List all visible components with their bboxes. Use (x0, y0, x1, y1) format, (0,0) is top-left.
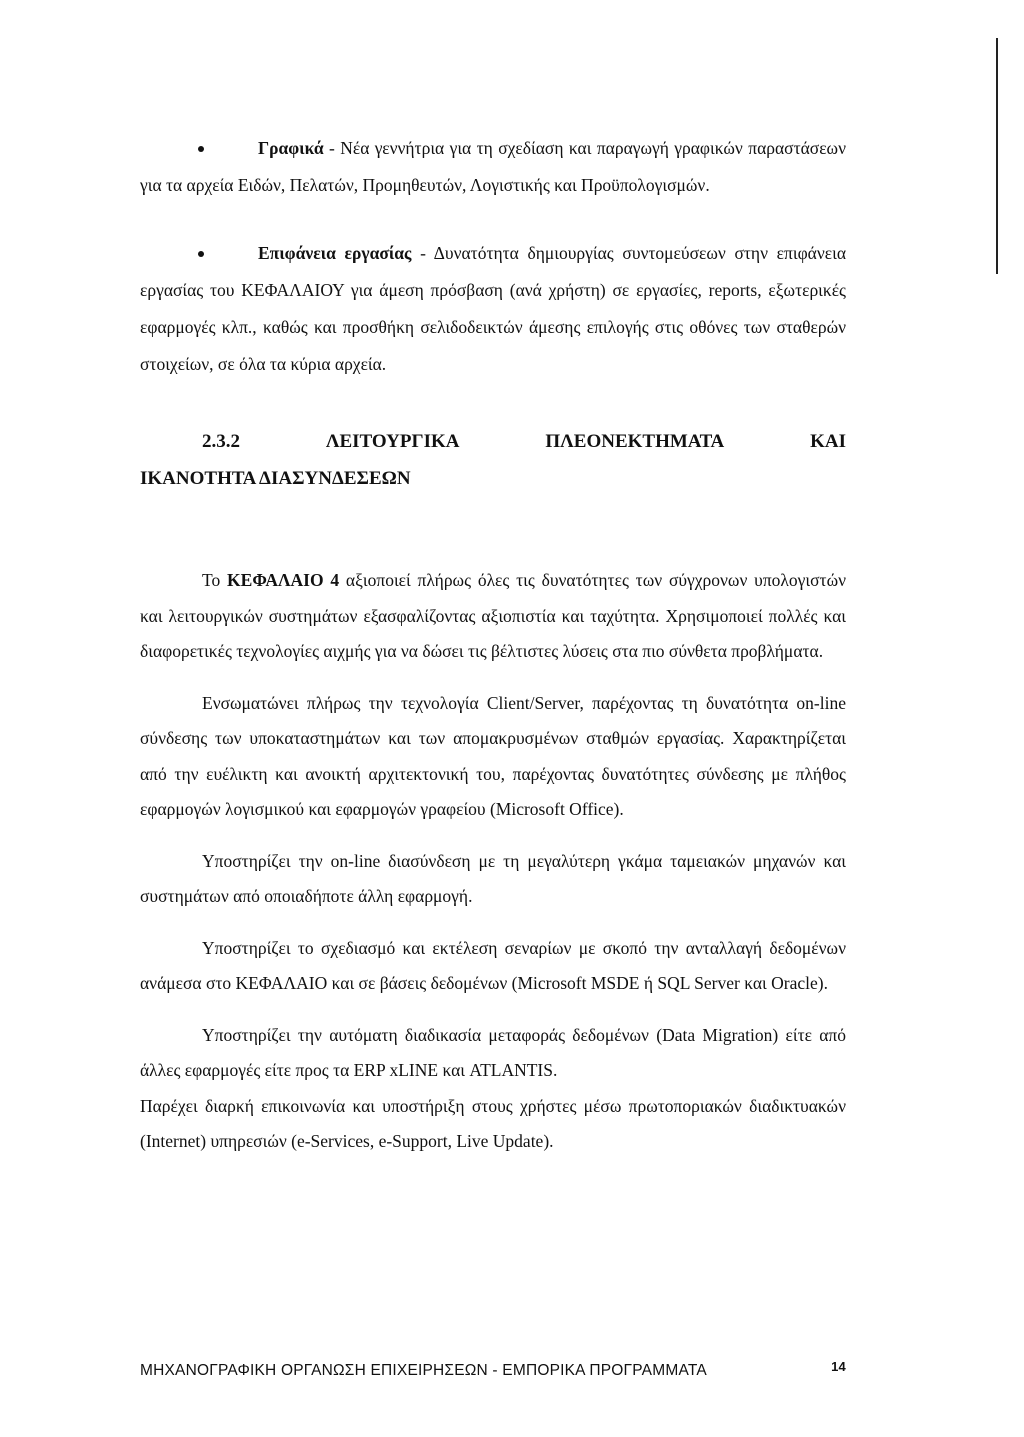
bullet-dot-icon (198, 251, 204, 257)
section-number: 2.3.2 (202, 431, 240, 452)
paragraph-intro: Το ΚΕΦΑΛΑΙΟ 4 αξιοποιεί πλήρως όλες τις δυνατότητες των σύγχρονων υπολογιστών και λειτουργικών συστημάτων εξασφαλίζοντας αξιοπιστία και ταχύτητα. Χρησιμοποιεί πολλές και διαφορετικές τεχνολογίες αιχμής για να δώσει τις βέλτιστες λύσεις στα πιο σύνθετα προβλήματα. (140, 570, 846, 661)
product-name: ΚΕΦΑΛΑΙΟ 4 (227, 570, 340, 590)
section-title-line2: ΙΚΑΝΟΤΗΤΑ ΔΙΑΣΥΝΔΕΣΕΩΝ (140, 468, 411, 489)
bullet-text: - Δυνατότητα δημιουργίας συντομεύσεων στην επιφάνεια εργασίας του ΚΕΦΑΛΑΙΟΥ για άμεση πρόσβαση (ανά χρήστη) σε εργασίες, reports, εξωτερικές εφαρμογές κλπ., καθώς και προσθήκη σελιδοδεικτών άμεσης επιλογής στις οθόνες των σταθερών στοιχείων, σε όλα τα κύρια αρχεία. (140, 243, 846, 374)
section-title-word: ΛΕΙΤΟΥΡΓΙΚΑ (325, 431, 460, 452)
paragraph-data-exchange: Υποστηρίζει το σχεδιασμό και εκτέλεση σεναρίων με σκοπό την ανταλλαγή δεδομένων ανάμεσα στο ΚΕΦΑΛΑΙΟ και σε βάσεις δεδομένων (Microsoft MSDE ή SQL Server και Oracle). (140, 937, 846, 993)
footer-title: ΜΗΧΑΝΟΓΡΑΦΙΚΗ ΟΡΓΑΝΩΣΗ ΕΠΙΧΕΙΡΗΣΕΩΝ - ΕΜΠΟΡΙΚΑ ΠΡΟΓΡΑΜΜΑΤΑ (140, 1362, 707, 1379)
bullet-lead: Γραφικά (258, 138, 324, 158)
bullet-item-graphics (140, 130, 846, 204)
section-title-word: ΚΑΙ (810, 431, 846, 452)
paragraph-data-migration: Υποστηρίζει την αυτόματη διαδικασία μεταφοράς δεδομένων (Data Migration) είτε από άλλες εφαρμογές είτε προς τα ERP xLINE και ATLANTIS. (140, 1024, 846, 1080)
paragraph-client-server: Ενσωματώνει πλήρως την τεχνολογία Client/Server, παρέχοντας τη δυνατότητα on-line σύνδεσης των υποκαταστημάτων και των απομακρυσμένων σταθμών εργασίας. Χαρακτηρίζεται από την ευέλικτη και ανοικτή αρχιτεκτονική του, παρέχοντας δυνατότητες σύνδεσης με πλήθος εφαρμογών λογισμικού και εφαρμογών γραφείου (Microsoft Office). (140, 692, 846, 819)
section-title-word: ΠΛΕΟΝΕΚΤΗΜΑΤΑ (545, 431, 725, 452)
bullet-dot-icon (198, 146, 204, 152)
scan-edge-line (996, 38, 998, 274)
page-content (140, 130, 846, 1176)
page-number: 14 (831, 1359, 846, 1374)
paragraph-cash-registers: Υποστηρίζει την on-line διασύνδεση με τη μεγαλύτερη γκάμα ταμειακών μηχανών και συστημάτων από οποιαδήποτε άλλη εφαρμογή. (140, 850, 846, 906)
page-footer (140, 1359, 846, 1380)
bullet-lead: Επιφάνεια εργασίας (258, 243, 412, 263)
bullet-item-desktop (140, 235, 846, 383)
bullet-text: - Νέα γεννήτρια για τη σχεδίαση και παραγωγή γραφικών παραστάσεων για τα αρχεία Ειδών, Πελατών, Προμηθευτών, Λογιστικής και Προϋπολογισμών. (140, 138, 846, 195)
section-heading (140, 423, 846, 497)
paragraph-internet-services: Παρέχει διαρκή επικοινωνία και υποστήριξη στους χρήστες μέσω πρωτοποριακών διαδικτυακών (Internet) υπηρεσιών (e-Services, e-Support, Live Update). (140, 1095, 846, 1151)
